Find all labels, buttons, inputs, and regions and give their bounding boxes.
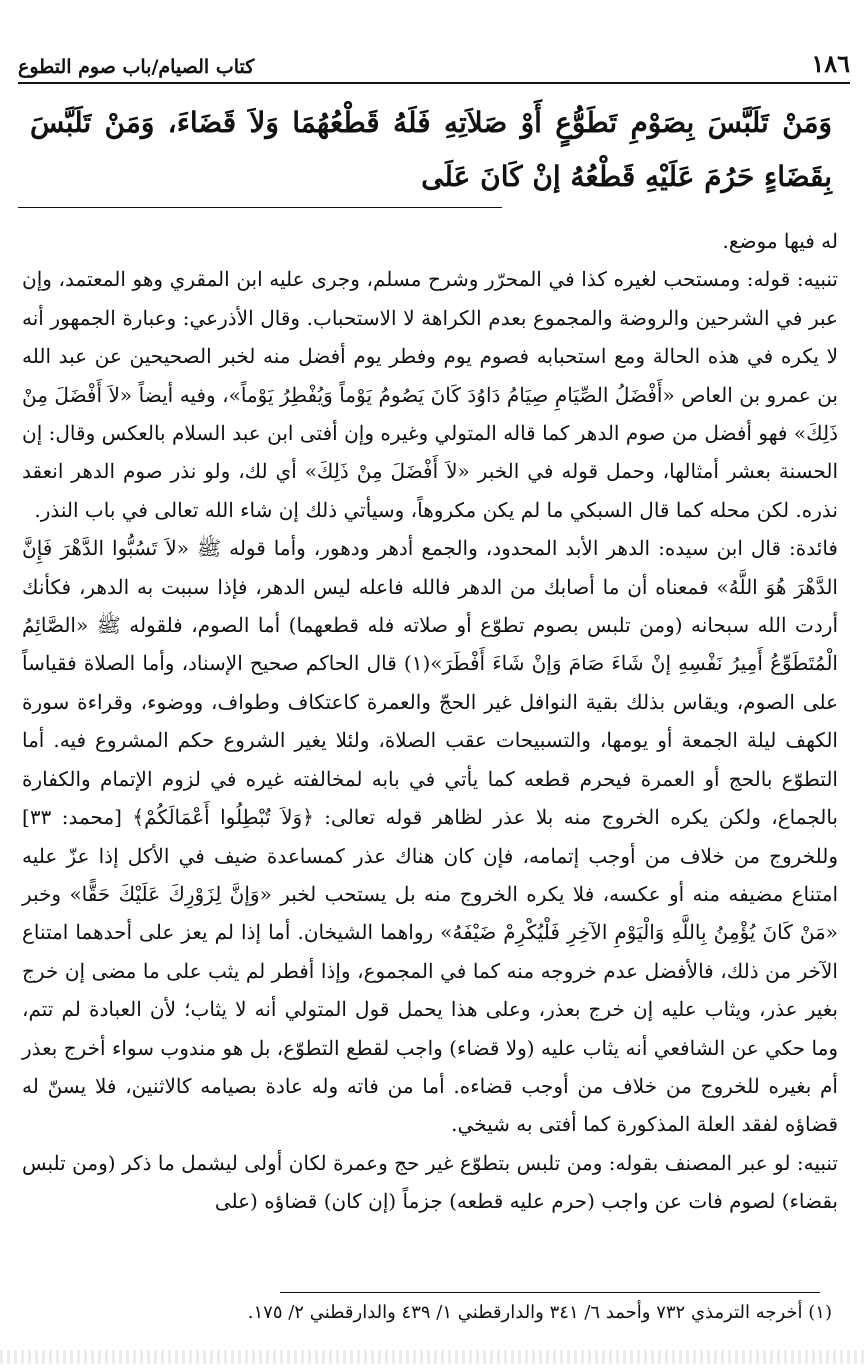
footnote: (١) أخرجه الترمذي ٧٣٢ وأحمد ٦/ ٣٤١ والدارقطني ١/ ٤٣٩ والدارقطني ٢/ ١٧٥.	[247, 1302, 832, 1323]
commentary-paragraph: فائدة: قال ابن سيده: الدهر الأبد المحدود، والجمع أدهر ودهور، وأما قوله ﷺ «لاَ تَسُبُّوا الدَّهْرَ فَإِنَّ الدَّهْرَ هُوَ اللَّهُ» فمعناه أن ما أصابك من الدهر فالله فاعله ليس الدهر، فإذا سببت به الدهر، فكأنك أردت الله سبحانه (ومن تلبس بصوم تطوّع أو صلاته فله قطعهما) أما الصوم، فلقوله ﷺ «الصَّائِمُ الْمُتَطَوِّعُ أَمِيرُ نَفْسِهِ إنْ شَاءَ صَامَ وَإنْ شَاءَ أَفْطَرَ»(١) قال الحاكم صحيح الإسناد، وأما الصلاة فقياساً على الصوم، ويقاس بذلك بقية النوافل غير الحجّ والعمرة كاعتكاف وطواف، ووضوء، وقراءة سورة الكهف ليلة الجمعة أو يومها، والتسبيحات عقب الصلاة، ولئلا يغير الشروع حكم المشروع فيه. أما التطوّع بالحج أو العمرة فيحرم قطعه كما يأتي في بابه لمخالفته غيره في لزوم الإتمام والكفارة بالجماع، ولكن يكره الخروج منه بلا عذر لظاهر قوله تعالى: ﴿وَلاَ تُبْطِلُوا أَعْمَالَكُمْ﴾ [محمد: ٣٣] وللخروج من خلاف من أوجب إتمامه، فإن كان هناك عذر كمساعدة ضيف في الأكل إذا عزّ عليه امتناع مضيفه منه أو عكسه، فلا يكره الخروج منه بل يستحب لخبر «وَإنَّ لِزَوْرِكَ عَلَيْكَ حَقًّا» وخبر «مَنْ كَانَ يُؤْمِنُ بِاللَّهِ وَالْيَوْمِ الآخِرِ فَلْيُكْرِمْ ضَيْفَهُ» رواهما الشيخان. أما إذا لم يعز على أحدهما امتناع الآخر من ذلك، فالأفضل عدم خروجه منه كما في المجموع، وإذا أفطر لم يثب على ما مضى إن خرج بغير عذر، ويثاب عليه إن خرج بعذر، وعلى هذا يحمل قول المتولي أنه لا يثاب؛ لأن العبادة لم تتم، وما حكي عن الشافعي أنه يثاب عليه (ولا قضاء) واجب لقطع التطوّع، بل هو مندوب سواء أخرج بعذر أم بغيره للخروج من خلاف من أوجب قضاءه. أما من فاته وله عادة بصيامه كالاثنين، فلا يسنّ له قضاؤه لفقد العلة المذكورة كما أفتى به شيخي.	[22, 536, 839, 1137]
commentary-paragraph: له فيها موضع.	[722, 229, 838, 253]
page-number: ١٨٦	[811, 49, 850, 78]
running-title: كتاب الصيام/باب صوم التطوع	[18, 56, 255, 78]
matn-text: وَمَنْ تَلَبَّسَ بِصَوْمِ تَطَوُّعٍ أَوْ صَلاَتِهِ فَلَهُ قَطْعُهُمَا وَلاَ قَضَاءَ، وَمَنْ تَلَبَّسَ بِقَضَاءٍ حَرُمَ عَلَيْهِ قَطْعُهُ إنْ كَانَ عَلَى	[30, 106, 832, 193]
footnote-divider	[280, 1292, 820, 1293]
matn-divider	[18, 207, 502, 208]
scan-edge	[0, 1350, 868, 1364]
commentary	[22, 222, 838, 1221]
commentary-paragraph: تنبيه: لو عبر المصنف بقوله: ومن تلبس بتطوّع غير حج وعمرة لكان أولى ليشمل ما ذكر (ومن تلبس بقضاء) لصوم فات عن واجب (حرم عليه قطعه) جزماً (إن كان) قضاؤه (على	[22, 1150, 839, 1214]
page-header	[18, 42, 850, 84]
commentary-paragraph: تنبيه: قوله: ومستحب لغيره كذا في المحرّر وشرح مسلم، وجرى عليه ابن المقري وهو المعتمد، وإن عبر في الشرحين والروضة والمجموع بعدم الكراهة لا الاستحباب. وقال الأذرعي: وعبارة الجمهور أنه لا يكره في هذه الحالة ومع استحبابه فصوم يوم وفطر يوم أفضل منه لخبر الصحيحين عن عبد الله بن عمرو بن العاص «أَفْضَلُ الصِّيَامِ صِيَامُ دَاوُدَ كَانَ يَصُومُ يَوْماً وَيُفْطِرُ يَوْماً»، وفيه أيضاً «لاَ أَفْضَلَ مِنْ ذَلِكَ» فهو أفضل من صوم الدهر كما قاله المتولي وغيره وإن أفتى ابن عبد السلام بالعكس وقال: إن الحسنة بعشر أمثالها، وحمل قوله في الخبر «لاَ أَفْضَلَ مِنْ ذَلِكَ» أي لك، ولو نذر صوم الدهر انعقد نذره. لكن محله كما قال السبكي ما لم يكن مكروهاً، وسيأتي ذلك إن شاء الله تعالى في باب النذر.	[22, 267, 838, 522]
